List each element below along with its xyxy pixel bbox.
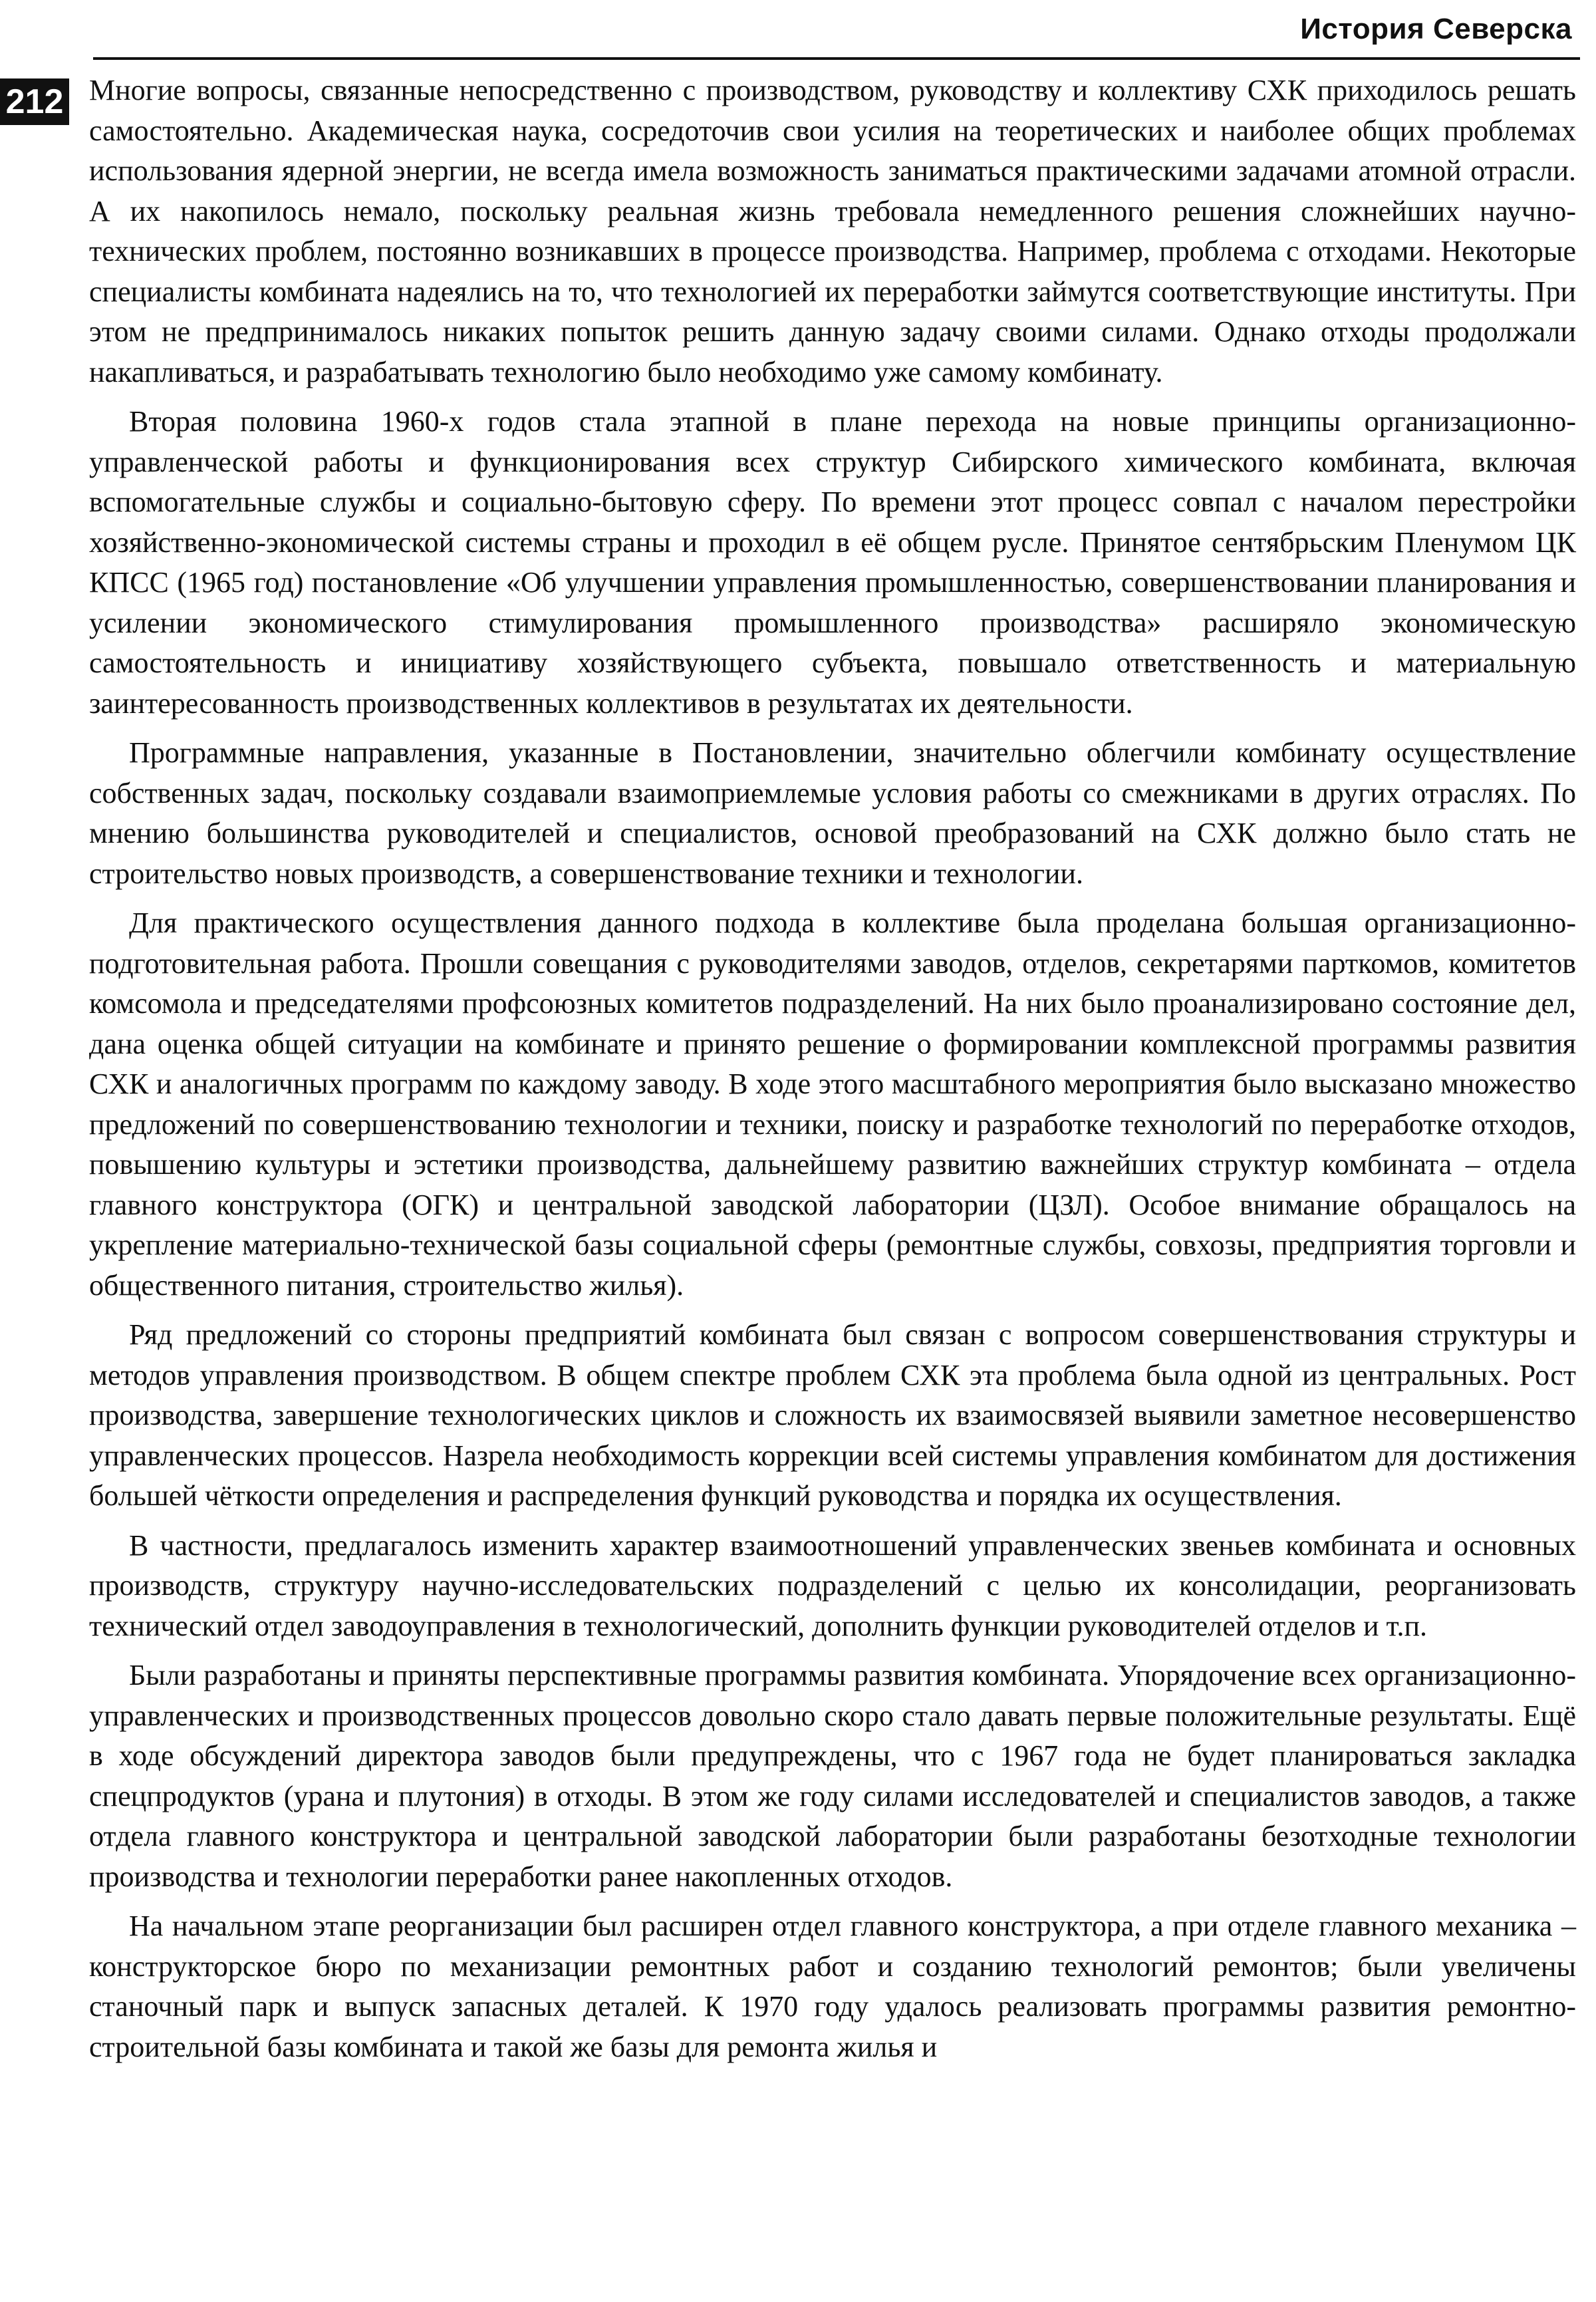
page-number-badge: 212: [0, 78, 69, 125]
paragraph-4: Для практического осуществления данного подхода в коллективе была проделана большая организационно-подготовительная работа. Прошли совещания с руководителями заводов, отделов, секретарями парткомов, комитетов комсомола и председателями профсоюзных комитетов подразделений. На них было проанализировано состояние дел, дана оценка общей ситуации на комбинате и принято решение о формировании комплексной программы развития СХК и аналогичных программ по каждому заводу. В ходе этого масштабного мероприятия было высказано множество предложений по совершенствованию технологии и техники, поиску и разработке технологий по переработке отходов, повышению культуры и эстетики производства, дальнейшему развитию важнейших структур комбината – отдела главного конструктора (ОГК) и центральной заводской лаборатории (ЦЗЛ). Особое внимание обращалось на укрепление материально-технической базы социальной сферы (ремонтные службы, совхозы, предприятия торговли и общественного питания, строительство жилья).: [89, 907, 1576, 1302]
paragraph-2: Вторая половина 1960-х годов стала этапной в плане перехода на новые принципы организационно-управленческой работы и функционирования всех структур Сибирского химического комбината, включая вспомогательные службы и социально-бытовую сферу. По времени этот процесс совпал с началом перестройки хозяйственно-экономической системы страны и проходил в её общем русле. Принятое сентябрьским Пленумом ЦК КПСС (1965 год) постановление «Об улучшении управления промышленностью, совершенствовании планирования и усилении экономического стимулирования промышленного производства» расширяло экономическую самостоятельность и инициативу хозяйствующего субъекта, повышало ответственность и материальную заинтересованность производственных коллективов в результатах их деятельности.: [89, 405, 1576, 720]
paragraph-1: Многие вопросы, связанные непосредственно с производством, руководству и коллективу СХК приходилось решать самостоятельно. Академическая наука, сосредоточив свои усилия на теоретических и наиболее общих проблемах использования ядерной энергии, не всегда имела возможность заниматься практическими задачами атомной отрасли. А их накопилось немало, поскольку реальная жизнь требовала немедленного решения сложнейших научно-технических проблем, постоянно возникавших в процессе производства. Например, проблема с отходами. Некоторые специалисты комбината надеялись на то, что технологией их переработки займутся соответствующие институты. При этом не предпринималось никаких попыток решить данную задачу своими силами. Однако отходы продолжали накапливаться, и разрабатывать технологию было необходимо уже самому комбинату.: [89, 74, 1576, 388]
paragraph-5: Ряд предложений со стороны предприятий комбината был связан с вопросом совершенствования структуры и методов управления производством. В общем спектре проблем СХК эта проблема была одной из центральных. Рост производства, завершение технологических циклов и сложность их взаимосвязей выявили заметное несовершенство управленческих процессов. Назрела необходимость коррекции всей системы управления комбинатом для достижения большей чёткости определения и распределения функций руководства и порядка их осуществления.: [89, 1318, 1576, 1512]
paragraph-3: Программные направления, указанные в Постановлении, значительно облегчили комбинату осуществление собственных задач, поскольку создавали взаимоприемлемые условия работы со смежниками в других отраслях. По мнению большинства руководителей и специалистов, основой преобразований на СХК должно было стать не строительство новых производств, а совершенствование техники и технологии.: [89, 736, 1576, 890]
paragraph-8: На начальном этапе реорганизации был расширен отдел главного конструктора, а при отделе главного механика – конструкторское бюро по механизации ремонтных работ и созданию технологий ремонтов; были увеличены станочный парк и выпуск запасных деталей. К 1970 году удалось реализовать программы развития ремонтно-строительной базы комбината и такой же базы для ремонта жилья и: [89, 1910, 1576, 2063]
running-head-title: История Северска: [1300, 13, 1572, 45]
main-text: [89, 71, 1576, 2077]
paragraph-7: Были разработаны и приняты перспективные программы развития комбината. Упорядочение всех организационно-управленческих и производственных процессов довольно скоро стало давать первые положительные результаты. Ещё в ходе обсуждений директора заводов были предупреждены, что с 1967 года не будет планироваться закладка спецпродуктов (урана и плутония) в отходы. В этом же году силами исследователей и специалистов заводов, а также отдела главного конструктора и центральной заводской лаборатории были разработаны безотходные технологии производства и технологии переработки ранее накопленных отходов.: [89, 1659, 1576, 1893]
paragraph-6: В частности, предлагалось изменить характер взаимоотношений управленческих звеньев комбината и основных производств, структуру научно-исследовательских подразделений с целью их консолидации, реорганизовать технический отдел заводоуправления в технологический, дополнить функции руководителей отделов и т.п.: [89, 1528, 1576, 1642]
header-rule: [93, 57, 1580, 60]
